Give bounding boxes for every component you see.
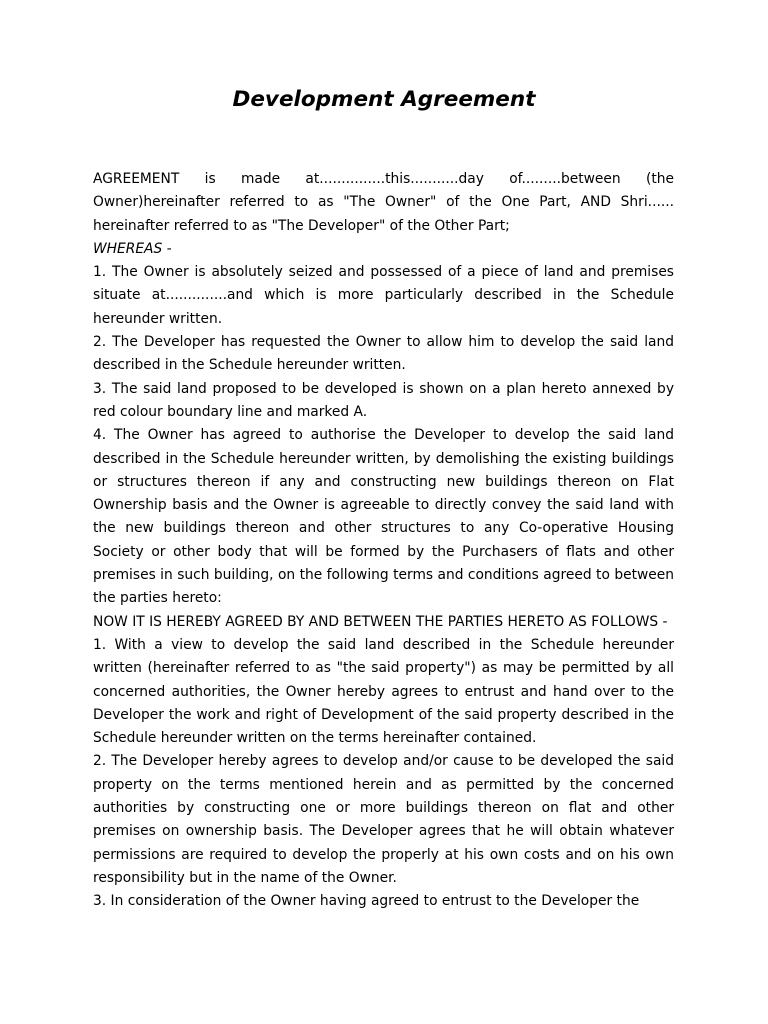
- recital-1: 1. The Owner is absolutely seized and possessed of a piece of land and premises situate at..............and which is more particularly described in the Schedule hereunder written.: [93, 264, 674, 327]
- recital-3: 3. The said land proposed to be developed is shown on a plan hereto annexed by red colour boundary line and marked A.: [93, 380, 674, 420]
- clause-1: 1. With a view to develop the said land described in the Schedule hereunder written (hereinafter referred to as "the said property") as may be permitted by all concerned authorities, the Owner hereby agrees to entrust and hand over to the Developer the work and right of Development of the said property described in the Schedule hereunder written on the terms hereinafter contained.: [93, 636, 674, 747]
- recital-2: 2. The Developer has requested the Owner to allow him to develop the said land described in the Schedule hereunder written.: [93, 334, 674, 374]
- recital-4: 4. The Owner has agreed to authorise the Developer to develop the said land described in the Schedule hereunder written, by demolishing the existing buildings or structures thereon if any and constructing new buildings thereon on Flat Ownership basis and the Owner is agreeable to directly convey the said land with the new buildings thereon and other structures to any Co-operative Housing Society or other body that will be formed by the Purchasers of flats and other premises in such building, on the following terms and conditions agreed to between the parties hereto:: [93, 427, 674, 607]
- document-body: [93, 168, 674, 914]
- whereas-heading: WHEREAS -: [93, 240, 172, 257]
- document-title: Development Agreement: [232, 87, 536, 112]
- agreement-preamble: AGREEMENT is made at...............this...........day of.........between (the Owner)hereinafter referred to as "The Owner" of the One Part, AND Shri...... hereinafter referred to as "The Developer" of the Other Part;: [93, 171, 674, 234]
- agreement-heading: NOW IT IS HEREBY AGREED BY AND BETWEEN THE PARTIES HERETO AS FOLLOWS -: [93, 613, 668, 630]
- clause-3: 3. In consideration of the Owner having agreed to entrust to the Developer the: [93, 893, 640, 910]
- clause-2: 2. The Developer hereby agrees to develop and/or cause to be developed the said property on the terms mentioned herein and as permitted by the concerned authorities by constructing one or more buildings thereon on flat and other premises on ownership basis. The Developer agrees that he will obtain whatever permissions are required to develop the properly at his own costs and on his own responsibility but in the name of the Owner.: [93, 753, 674, 886]
